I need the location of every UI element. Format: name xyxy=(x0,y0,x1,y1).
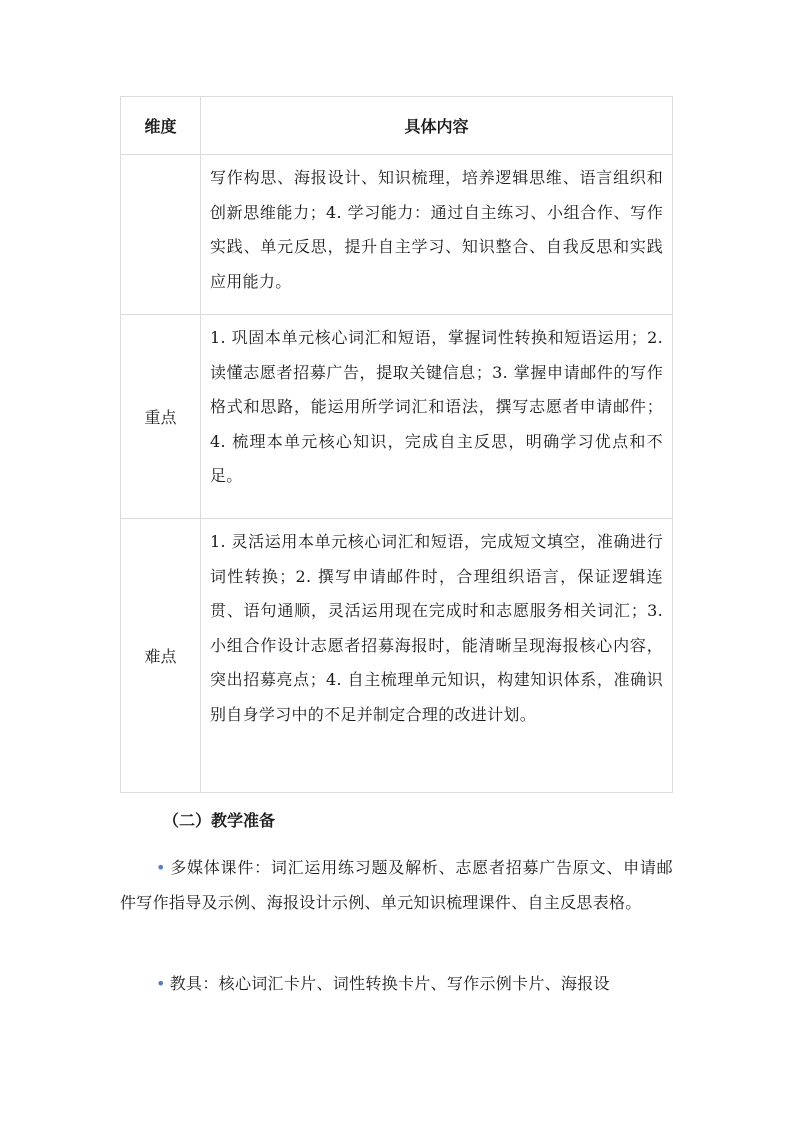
content-table xyxy=(120,96,673,793)
section-heading: （二）教学准备 xyxy=(163,811,276,830)
bullet-text: 多媒体课件：词汇运用练习题及解析、志愿者招募广告原文、申请邮件写作指导及示例、海报设计示例、单元知识梳理课件、自主反思表格。 xyxy=(120,858,673,912)
table-row xyxy=(121,315,673,519)
row-dimension: 重点 xyxy=(121,315,201,519)
row-dimension xyxy=(121,155,201,315)
table-header-row xyxy=(121,97,673,155)
row-content: 写作构思、海报设计、知识梳理，培养逻辑思维、语言组织和创新思维能力；4. 学习能力：通过自主练习、小组合作、写作实践、单元反思，提升自主学习、知识整合、自我反思和实践应用能力。 xyxy=(201,155,673,315)
table-row xyxy=(121,519,673,793)
row-content: 1. 灵活运用本单元核心词汇和短语，完成短文填空，准确进行词性转换；2. 撰写申请邮件时，合理组织语言，保证逻辑连贯、语句通顺，灵活运用现在完成时和志愿服务相关词汇；3. 小组合作设计志愿者招募海报时，能清晰呈现海报核心内容，突出招募亮点；4. 自主梳理单元知识，构建知识体系，准确识别自身学习中的不足并制定合理的改进计划。 xyxy=(201,519,673,793)
bullet-paragraph xyxy=(120,850,673,920)
bullet-paragraph xyxy=(120,966,673,1001)
header-content: 具体内容 xyxy=(201,97,673,155)
bullet-dot-icon: • xyxy=(156,858,166,877)
row-content: 1. 巩固本单元核心词汇和短语，掌握词性转换和短语运用；2. 读懂志愿者招募广告，提取关键信息；3. 掌握申请邮件的写作格式和思路，能运用所学词汇和语法，撰写志愿者申请邮件；4. 梳理本单元核心知识，完成自主反思，明确学习优点和不足。 xyxy=(201,315,673,519)
bullet-text: 教具：核心词汇卡片、词性转换卡片、写作示例卡片、海报设 xyxy=(169,974,610,993)
header-dimension: 维度 xyxy=(121,97,201,155)
bullet-dot-icon: • xyxy=(156,974,166,993)
row-dimension: 难点 xyxy=(121,519,201,793)
table-row xyxy=(121,155,673,315)
